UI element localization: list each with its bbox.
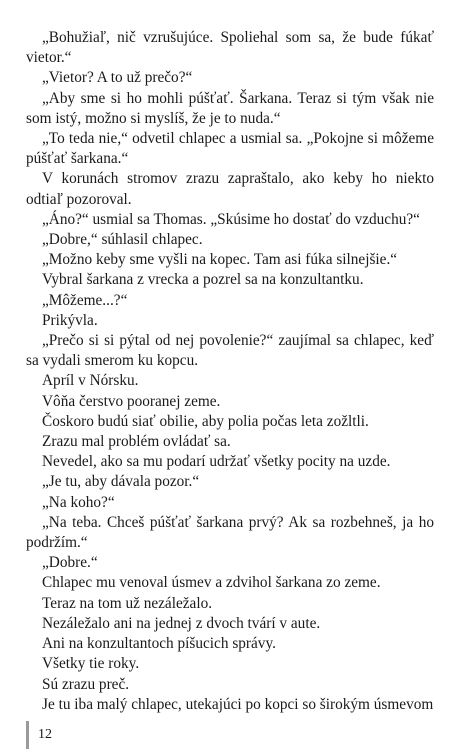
paragraph: Čoskoro budú siať obilie, aby polia počas leta zožltli. [42,412,369,430]
footer-rule [26,721,29,749]
paragraph: Je tu iba malý chlapec, utekajúci po kopci so širokým úsmevom [42,695,434,713]
paragraph: Teraz na tom už nezáležalo. [42,594,213,612]
page-number: 12 [38,727,52,742]
paragraph: „Dobre.“ [42,554,98,572]
paragraph: Vôňa čerstvo pooranej zeme. [42,392,221,410]
paragraph: „To teda nie,“ odvetil chlapec a usmial sa. „Pokojne si môžeme púšťať šarkana.“ [26,130,434,168]
paragraph: Nevedel, ako sa mu podarí udržať všetky pocity na uzde. [42,453,391,471]
paragraph: „Bohužiaľ, nič vzrušujúce. Spoliehal som sa, že bude fúkať vietor.“ [26,29,434,67]
paragraph: Sú zrazu preč. [42,675,130,693]
paragraph: „Možno keby sme vyšli na kopec. Tam asi fúka silnejšie.“ [42,251,398,269]
paragraph: „Vietor? A to už prečo?“ [42,69,193,87]
paragraph: „Je tu, aby dávala pozor.“ [42,473,200,491]
book-page-body [26,28,434,715]
paragraph: Vybral šarkana z vrecka a pozrel sa na konzultantku. [42,271,364,289]
paragraph: „Prečo si si pýtal od nej povolenie?“ zaujímal sa chlapec, keď sa vydali smerom ku kopcu. [26,332,434,370]
paragraph: „Na teba. Chceš púšťať šarkana prvý? Ak sa rozbehneš, ja ho podržím.“ [26,513,434,552]
paragraph: V korunách stromov zrazu zapraštalo, ako keby ho niekto odtiaľ pozoroval. [26,170,434,208]
paragraph: Nezáležalo ani na jednej z dvoch tvárí v aute. [42,614,321,632]
paragraph: Apríl v Nórsku. [42,372,139,390]
paragraph: Chlapec mu venoval úsmev a zdvihol šarkana zo zeme. [42,574,381,592]
paragraph: Zrazu mal problém ovládať sa. [42,433,231,451]
page-footer [26,720,52,750]
paragraph: Všetky tie roky. [42,655,140,673]
paragraph: „Môžeme...?“ [42,291,128,309]
paragraph: „Na koho?“ [42,493,115,511]
paragraph: Prikývla. [42,311,98,329]
paragraph: Ani na konzultantoch píšucich správy. [42,635,276,653]
paragraph: „Dobre,“ súhlasil chlapec. [42,231,203,249]
paragraph: „Áno?“ usmial sa Thomas. „Skúsime ho dostať do vzduchu?“ [42,210,420,228]
paragraph: „Aby sme si ho mohli púšťať. Šarkana. Teraz si tým však nie som istý, možno si myslíš, že je to nuda.“ [26,89,434,127]
